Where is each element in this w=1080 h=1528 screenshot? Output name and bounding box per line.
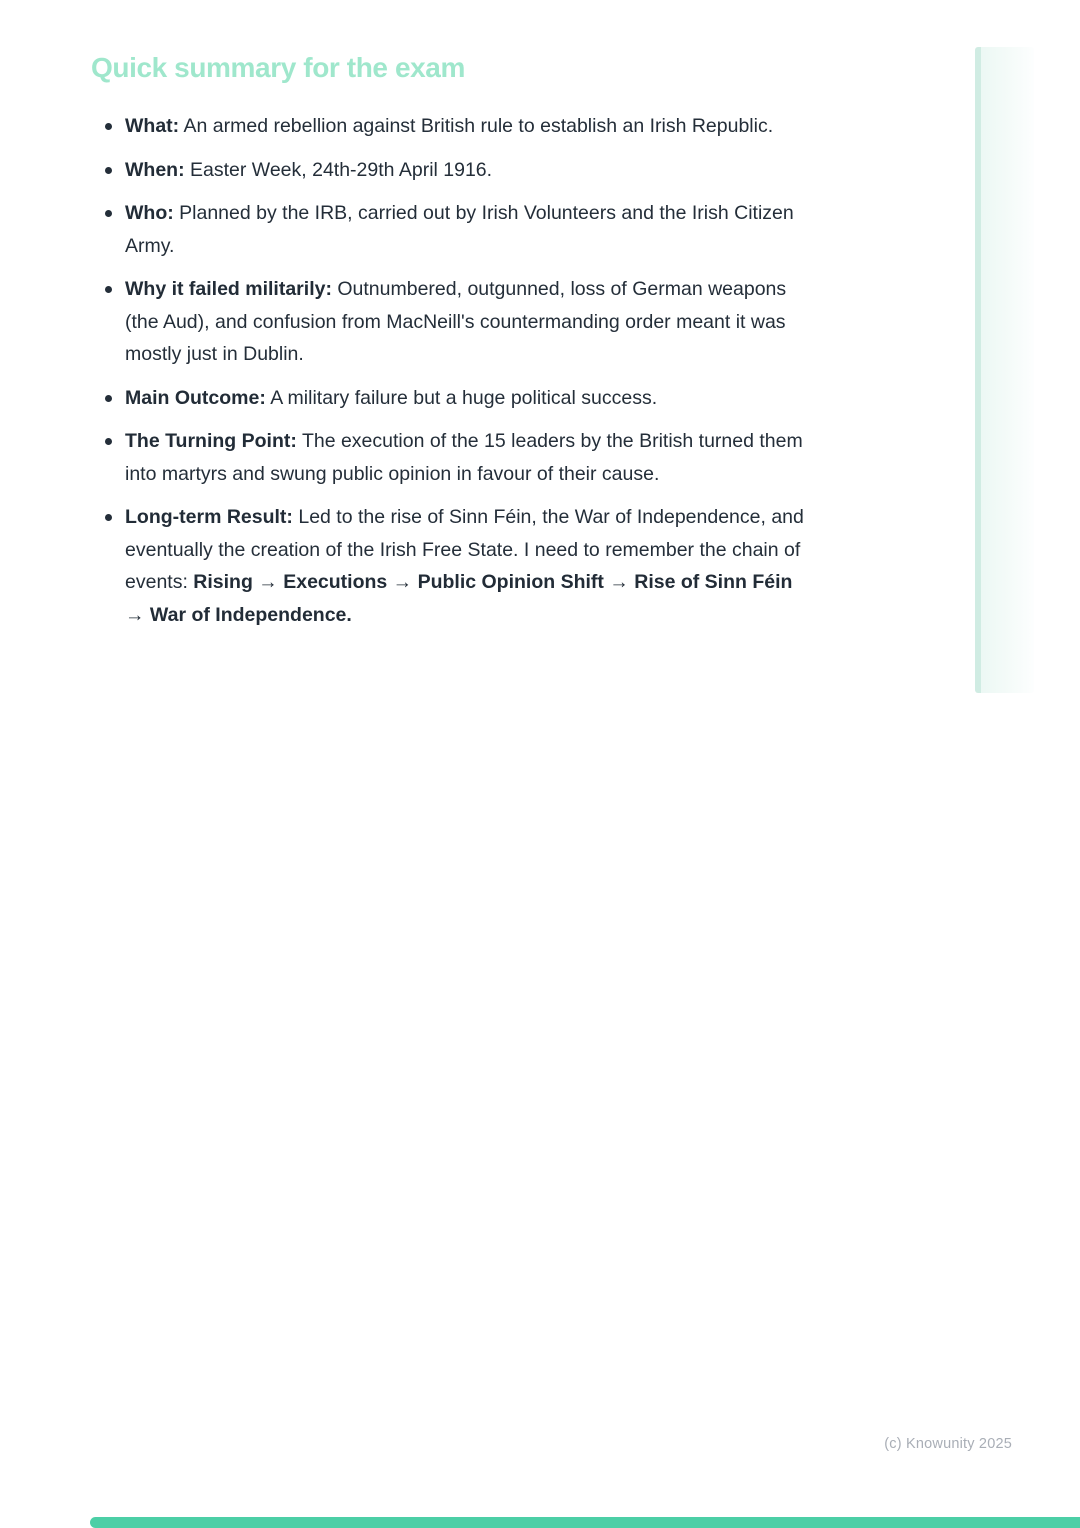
list-item-body: Planned by the IRB, carried out by Irish Volunteers and the Irish Citizen Army. — [125, 202, 794, 257]
right-accent-stripe — [975, 47, 1034, 693]
list-item-body: The execution of the 15 leaders by the British turned them into martyrs and swung public opinion in favour of their cause. — [125, 430, 803, 485]
bullet-icon — [105, 123, 112, 130]
page-title: Quick summary for the exam — [91, 52, 465, 83]
list-item-bold-tail: Rising → Executions → Public Opinion Shift → Rise of Sinn Féin → War of Independence. — [125, 571, 793, 626]
list-item-label: What: — [125, 115, 180, 137]
list-item-label: Main Outcome: — [125, 386, 266, 409]
list-item-body: Outnumbered, outgunned, loss of German weapons (the Aud), and confusion from MacNeill's countermanding order meant it was mostly just in Dublin. — [125, 278, 787, 365]
list-item — [103, 110, 815, 143]
bottom-accent-bar — [90, 1517, 1080, 1528]
list-item — [103, 273, 815, 371]
summary-list — [103, 110, 815, 642]
list-item-label: The Turning Point: — [125, 430, 297, 452]
list-item-label: Who: — [125, 202, 174, 224]
list-item — [103, 197, 815, 262]
list-item-label: Why it failed militarily: — [125, 278, 332, 300]
bullet-icon — [105, 167, 112, 174]
list-item-body: An armed rebellion against British rule to establish an Irish Republic. — [183, 115, 774, 137]
bullet-icon — [105, 438, 112, 445]
list-item-label: When: — [125, 158, 185, 181]
bullet-icon — [105, 514, 112, 521]
list-item — [103, 382, 815, 415]
list-item-body: Led to the rise of Sinn Féin, the War of Independence, and eventually the creation of the Irish Free State. I need to remember the chain of events: — [125, 506, 804, 593]
list-item — [103, 154, 815, 187]
list-item-body: Easter Week, 24th-29th April 1916. — [190, 158, 493, 181]
copyright-footer: (c) Knowunity 2025 — [884, 1436, 1012, 1452]
bullet-icon — [105, 210, 112, 217]
list-item-label: Long-term Result: — [125, 506, 293, 528]
list-item-body: A military failure but a huge political success. — [270, 386, 658, 409]
bullet-icon — [105, 286, 112, 293]
list-item — [103, 425, 815, 490]
bullet-icon — [105, 395, 112, 402]
list-item — [103, 501, 815, 631]
